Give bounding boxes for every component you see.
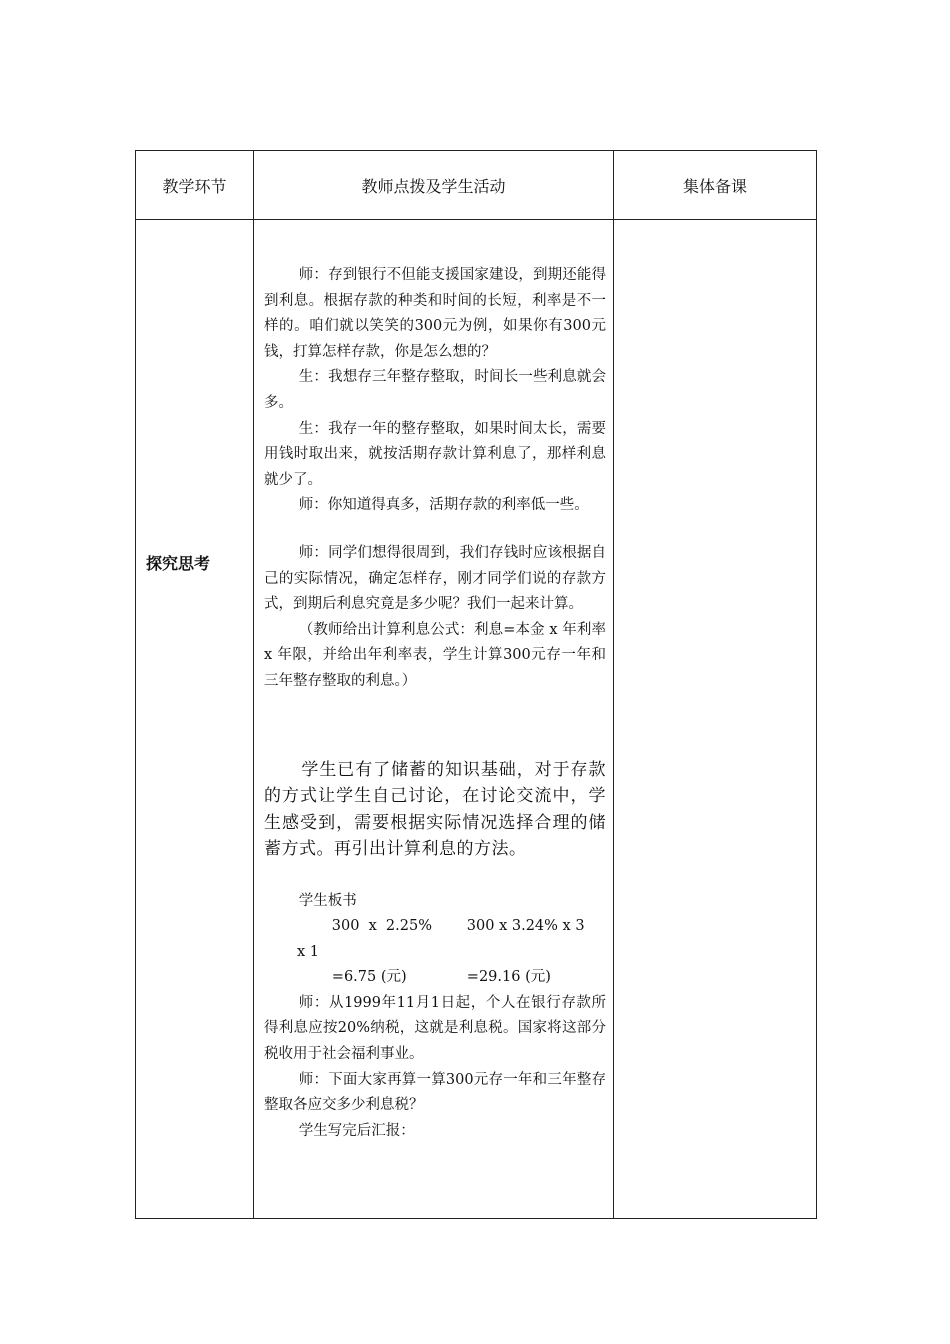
activity-content (264, 263, 606, 1144)
dialogue-line: （教师给出计算利息公式：利息=本金 x 年利率 x 年限，并给出年利率表，学生计算300元存一年和三年整存整取的利息。） (264, 621, 606, 689)
result-three-year: =29.16 (元) (466, 969, 551, 986)
header-teacher-student-activity: 教师点拨及学生活动 (361, 176, 506, 196)
dialogue-line: 师：你知道得真多，活期存款的利率低一些。 (298, 497, 589, 514)
calc-row (264, 914, 606, 965)
dialogue-line: 师：存到银行不但能支援国家建设，到期还能得到利息。根据存款的种类和时间的长短，利率是不一样的。咱们就以笑笑的300元为例，如果你有300元钱，打算怎样存款，你是怎么想的？ (264, 267, 606, 360)
result-one-year: =6.75 (元) (331, 969, 407, 986)
dialogue-line: 师：下面大家再算一算300元存一年和三年整存整取各应交多少利息税？ (264, 1071, 606, 1114)
board-title: 学生板书 (298, 892, 357, 909)
summary-text: 学生已有了储蓄的知识基础，对于存款的方式让学生自己讨论，在讨论交流中，学生感受到，需要根据实际情况选择合理的储蓄方式。再引出计算利息的方法。 (264, 759, 606, 859)
column-divider (613, 151, 614, 1218)
dialogue-line: 生：我存一年的整存整取，如果时间太长，需要用钱时取出来，就按活期存款计算利息了，那样利息就少了。 (264, 420, 606, 488)
calc-three-year: 300 x 3.24% x 3 (466, 918, 585, 935)
calc-one-year: 300 x 2.25% x 1 (297, 918, 432, 960)
dialogue-line: 师：同学们想得很周到，我们存钱时应该根据自己的实际情况，确定怎样存，刚才同学们说的存款方式，到期后利息究竟是多少呢？我们一起来计算。 (264, 544, 606, 613)
header-group-preparation: 集体备课 (682, 176, 747, 196)
header-teaching-phase: 教学环节 (162, 176, 227, 196)
design-intent-summary (264, 757, 606, 863)
dialogue-line: 学生写完后汇报： (298, 1122, 415, 1139)
dialogue-line: 生：我想存三年整存整取，时间长一些利息就会多。 (264, 369, 606, 411)
dialogue-line: 师：从1999年11月1日起，个人在银行存款所得利息应按20%纳税，这就是利息税。国家将这部分税收用于社会福利事业。 (264, 994, 606, 1063)
header-divider (136, 219, 816, 220)
calc-result-row (264, 965, 606, 991)
phase-label: 探究思考 (146, 554, 211, 573)
lesson-plan-table (135, 150, 817, 1219)
column-divider (253, 151, 254, 1218)
